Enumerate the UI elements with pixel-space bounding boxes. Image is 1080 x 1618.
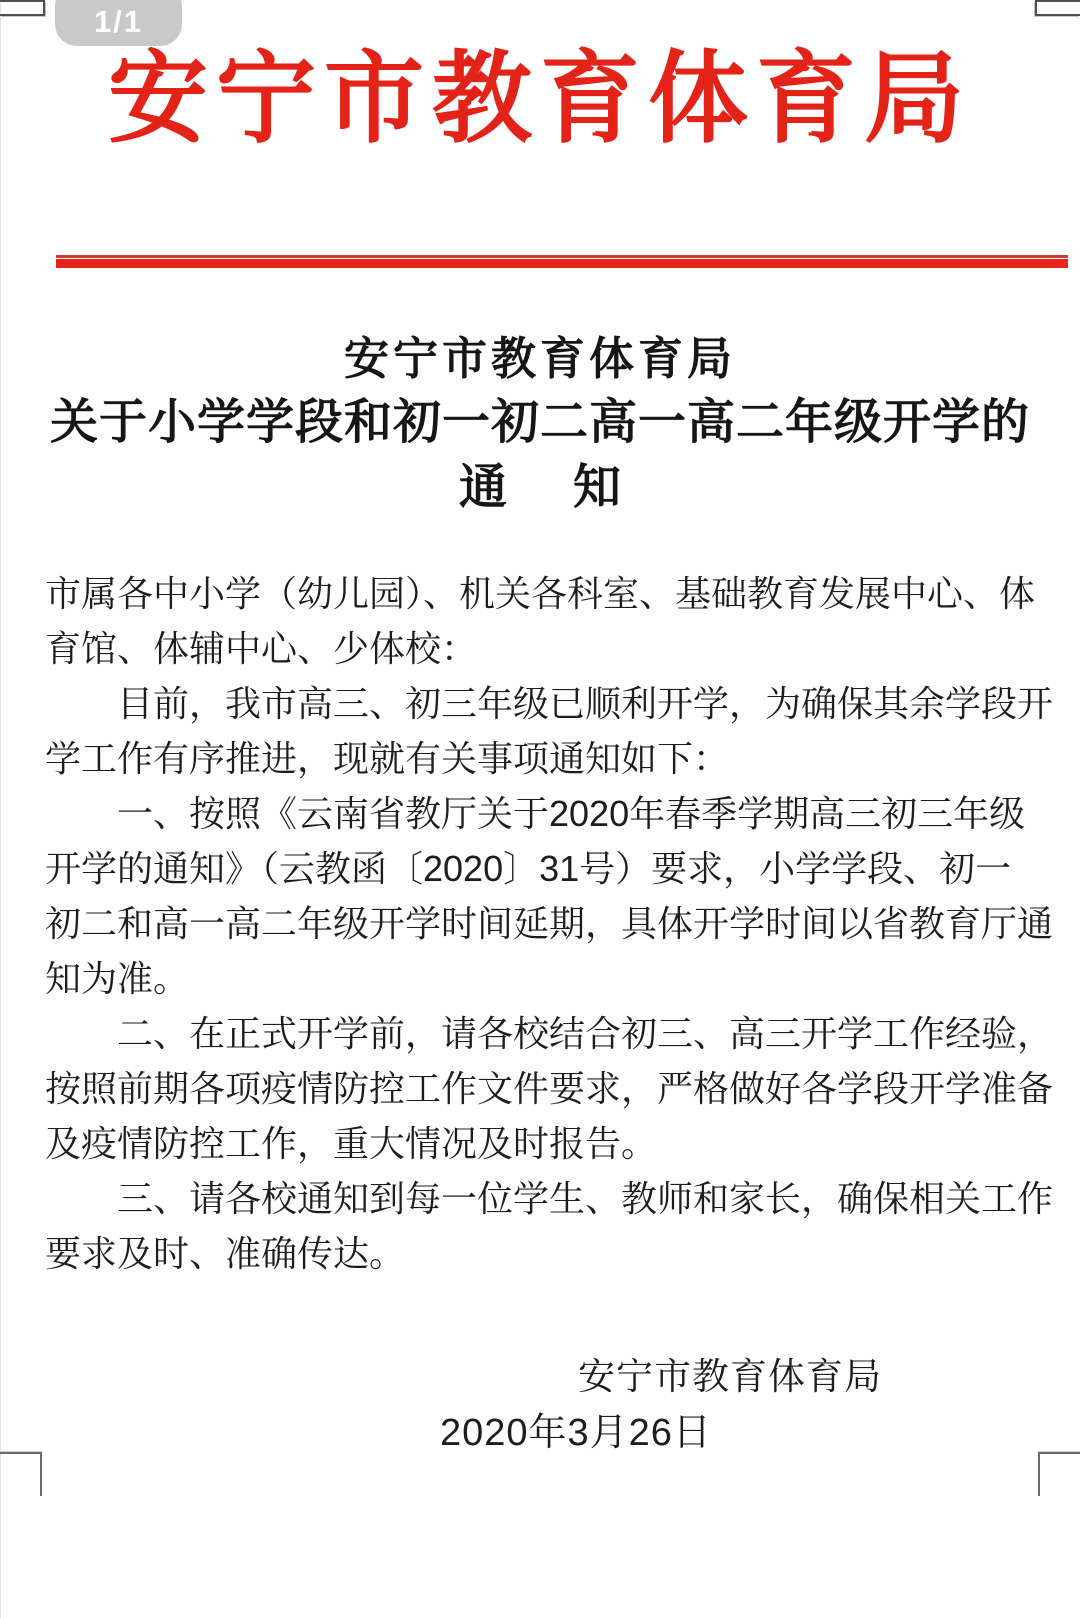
title-notice-char-left: 通: [458, 461, 507, 514]
body-line: 市属各中小学（幼儿园）、机关各科室、基础教育发展中心、体: [45, 573, 1036, 614]
letterhead-separator: [56, 255, 1068, 268]
notice-body: [45, 566, 1054, 1281]
body-line: 育馆、体辅中心、少体校：: [45, 628, 478, 669]
body-line: 初二和高一高二年级开学时间延期，具体开学时间以省教育厅通: [45, 903, 1054, 944]
title-notice-line: [0, 455, 1080, 521]
corner-mark-bottom-right-icon: [1038, 1452, 1080, 1496]
title-subject-line: 关于小学学段和初一初二高一高二年级开学的: [49, 396, 1030, 449]
page-indicator-text: 1/1: [93, 4, 144, 39]
body-line: 及疫情防控工作，重大情况及时报告。: [45, 1123, 658, 1164]
signature-date: 2020年3月26日: [440, 1412, 712, 1454]
corner-mark-bottom-left-icon: [0, 1452, 42, 1496]
separator-thin-line: [56, 255, 1068, 258]
corner-mark-top-left-icon: [0, 0, 45, 16]
body-line: 按照前期各项疫情防控工作文件要求，严格做好各学段开学准备: [45, 1068, 1054, 1109]
corner-mark-top-right-icon: [1035, 0, 1080, 16]
body-line: 一、按照《云南省教厅关于2020年春季学期高三初三年级: [117, 793, 1026, 834]
title-issuer-line: 安宁市教育体育局: [343, 333, 736, 384]
separator-thick-line: [56, 259, 1068, 268]
letterhead-agency-name: 安宁市教育体育局: [108, 39, 972, 157]
signature-agency: 安宁市教育体育局: [578, 1356, 882, 1397]
body-line: 二、在正式开学前，请各校结合初三、高三开学工作经验，: [117, 1013, 1054, 1054]
notice-title: [0, 327, 1080, 521]
page-left-edge: [0, 0, 1, 1618]
body-line: 三、请各校通知到每一位学生、教师和家长，确保相关工作: [117, 1178, 1054, 1219]
title-notice-char-right: 知: [573, 461, 622, 514]
body-line: 目前，我市高三、初三年级已顺利开学，为确保其余学段开: [117, 683, 1054, 724]
body-line: 知为准。: [45, 958, 190, 999]
body-line: 学工作有序推进，现就有关事项通知如下：: [45, 738, 730, 779]
body-line: 要求及时、准确传达。: [45, 1233, 406, 1274]
body-line: 开学的通知》（云教函〔2020〕31号）要求，小学学段、初一: [45, 848, 1012, 889]
